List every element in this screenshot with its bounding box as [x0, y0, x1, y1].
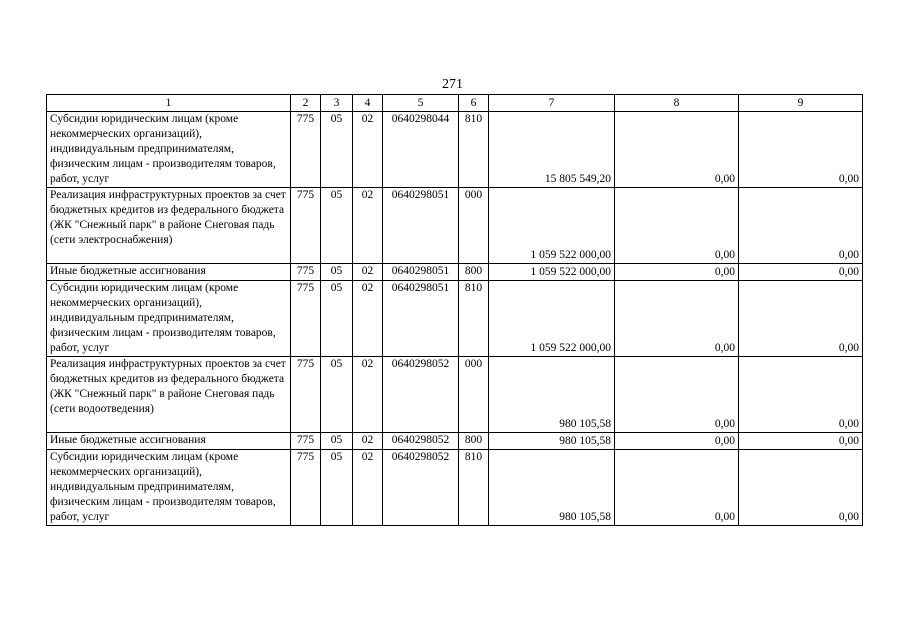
row-code-5: 0640298051: [383, 281, 459, 357]
row-amount-7: 1 059 522 000,00: [489, 264, 615, 281]
row-code-4: 02: [353, 357, 383, 433]
page-number: 271: [442, 77, 463, 92]
row-code-6: 800: [459, 264, 489, 281]
column-header: 9: [739, 95, 863, 112]
row-code-4: 02: [353, 433, 383, 450]
row-amount-7: 980 105,58: [489, 450, 615, 526]
table-header-row: [47, 95, 863, 112]
row-amount-9: 0,00: [739, 188, 863, 264]
column-header: 5: [383, 95, 459, 112]
table-row: [47, 433, 863, 450]
row-amount-8: 0,00: [615, 357, 739, 433]
column-header: 6: [459, 95, 489, 112]
row-amount-8: 0,00: [615, 281, 739, 357]
row-code-6: 810: [459, 281, 489, 357]
row-code-3: 05: [321, 188, 353, 264]
row-code-2: 775: [291, 281, 321, 357]
row-code-6: 000: [459, 357, 489, 433]
row-code-6: 800: [459, 433, 489, 450]
row-amount-9: 0,00: [739, 112, 863, 188]
row-code-4: 02: [353, 112, 383, 188]
row-code-6: 810: [459, 112, 489, 188]
row-code-3: 05: [321, 112, 353, 188]
column-header: 3: [321, 95, 353, 112]
row-code-2: 775: [291, 433, 321, 450]
row-code-5: 0640298044: [383, 112, 459, 188]
row-name: Реализация инфраструктурных проектов за счет бюджетных кредитов из федерального бюджета (ЖК "Снежный парк" в районе Снеговая падь (сети электроснабжения): [47, 188, 291, 264]
row-code-5: 0640298052: [383, 433, 459, 450]
row-code-5: 0640298052: [383, 357, 459, 433]
row-amount-9: 0,00: [739, 433, 863, 450]
row-code-4: 02: [353, 264, 383, 281]
row-code-6: 000: [459, 188, 489, 264]
table-row: [47, 450, 863, 526]
row-amount-8: 0,00: [615, 433, 739, 450]
row-code-6: 810: [459, 450, 489, 526]
row-code-3: 05: [321, 357, 353, 433]
row-code-3: 05: [321, 433, 353, 450]
table-row: [47, 357, 863, 433]
table-row: [47, 281, 863, 357]
row-amount-8: 0,00: [615, 450, 739, 526]
row-name: Субсидии юридическим лицам (кроме некоммерческих организаций), индивидуальным предпринимателям, физическим лицам - производителям товаров, работ, услуг: [47, 450, 291, 526]
row-code-3: 05: [321, 264, 353, 281]
row-code-4: 02: [353, 188, 383, 264]
budget-table: [46, 94, 863, 526]
row-code-2: 775: [291, 264, 321, 281]
row-amount-8: 0,00: [615, 264, 739, 281]
row-code-4: 02: [353, 450, 383, 526]
column-header: 7: [489, 95, 615, 112]
row-code-5: 0640298051: [383, 188, 459, 264]
row-name: Иные бюджетные ассигнования: [47, 433, 291, 450]
row-amount-7: 980 105,58: [489, 357, 615, 433]
row-name: Субсидии юридическим лицам (кроме некоммерческих организаций), индивидуальным предпринимателям, физическим лицам - производителям товаров, работ, услуг: [47, 112, 291, 188]
row-amount-7: 1 059 522 000,00: [489, 281, 615, 357]
row-name: Реализация инфраструктурных проектов за счет бюджетных кредитов из федерального бюджета (ЖК "Снежный парк" в районе Снеговая падь (сети водоотведения): [47, 357, 291, 433]
column-header: 8: [615, 95, 739, 112]
row-name: Субсидии юридическим лицам (кроме некоммерческих организаций), индивидуальным предпринимателям, физическим лицам - производителям товаров, работ, услуг: [47, 281, 291, 357]
row-code-2: 775: [291, 357, 321, 433]
row-code-5: 0640298052: [383, 450, 459, 526]
row-code-2: 775: [291, 112, 321, 188]
row-code-2: 775: [291, 450, 321, 526]
table-row: [47, 112, 863, 188]
row-code-2: 775: [291, 188, 321, 264]
row-code-3: 05: [321, 450, 353, 526]
column-header: 1: [47, 95, 291, 112]
row-amount-7: 15 805 549,20: [489, 112, 615, 188]
row-code-3: 05: [321, 281, 353, 357]
table-row: [47, 264, 863, 281]
row-amount-8: 0,00: [615, 188, 739, 264]
row-amount-9: 0,00: [739, 264, 863, 281]
row-name: Иные бюджетные ассигнования: [47, 264, 291, 281]
row-code-5: 0640298051: [383, 264, 459, 281]
row-amount-9: 0,00: [739, 450, 863, 526]
table-row: [47, 188, 863, 264]
row-code-4: 02: [353, 281, 383, 357]
row-amount-8: 0,00: [615, 112, 739, 188]
row-amount-9: 0,00: [739, 357, 863, 433]
column-header: 4: [353, 95, 383, 112]
row-amount-9: 0,00: [739, 281, 863, 357]
row-amount-7: 1 059 522 000,00: [489, 188, 615, 264]
column-header: 2: [291, 95, 321, 112]
row-amount-7: 980 105,58: [489, 433, 615, 450]
